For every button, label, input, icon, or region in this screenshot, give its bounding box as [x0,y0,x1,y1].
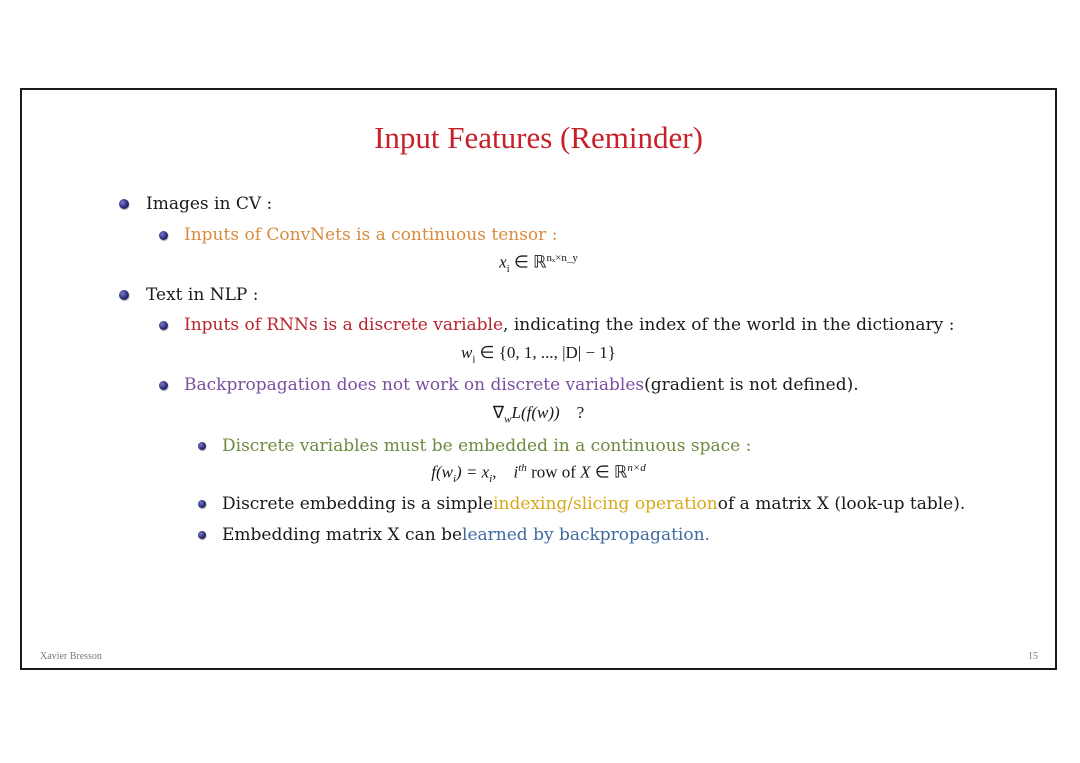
slide-title: Input Features (Reminder) [374,120,703,155]
math-rel: ∈ ℝ [590,462,628,482]
bullet-text-nlp [119,285,258,305]
math-sub: w [504,413,512,426]
bullet-learned [198,525,710,545]
bullet-icon [198,500,206,508]
math-var: w [461,343,473,362]
math-sub: i [489,473,493,486]
page-number: 15 [1028,651,1038,662]
bullet-text: Embedding matrix X can be [222,525,463,545]
bullet-text: (gradient is not defined). [644,375,859,395]
math-var: i [513,462,519,482]
bullet-backprop [159,375,859,395]
math-var: X [580,462,591,482]
bullet-rnns [159,315,954,335]
bullet-text: Images in CV : [146,194,273,214]
bullet-text: , indicating the index of the world in the dictionary : [503,315,955,335]
math-question: ? [576,403,585,422]
math-expr: L(f(w)) [511,403,560,422]
math-var: f(w [431,462,453,482]
bullet-discrete-embed [198,436,751,456]
bullet-text-highlight: learned by backpropagation. [462,525,710,545]
bullet-icon [198,442,206,450]
math-sub: i [452,473,457,486]
math-mid: ) = x [456,462,490,482]
math-sup: th [518,462,527,474]
math-sub: i [472,353,476,366]
bullet-icon [159,321,168,330]
bullet-text: Text in NLP : [146,285,259,305]
equation-gradient [22,403,1055,425]
bullet-text: Discrete variables must be embedded in a continuous space : [222,436,752,456]
bullet-icon [159,381,168,390]
math-rel: ∈ ℝ [509,252,547,272]
math-var: x [499,252,507,272]
slide-frame [20,88,1057,670]
bullet-lookup-table [198,494,965,514]
bullet-images-cv [119,194,272,214]
math-text: row of [526,462,581,482]
bullet-text: Discrete embedding is a simple [222,494,494,514]
footer-author: Xavier Bresson [40,651,102,662]
bullet-text-highlight: Backpropagation does not work on discrete variables [184,375,645,395]
equation-tensor [22,252,1055,275]
bullet-text-highlight: indexing/slicing operation [493,494,718,514]
bullet-convnets [159,225,557,245]
math-sub: i [506,263,510,276]
bullet-icon [119,199,129,209]
equation-dictionary [22,343,1055,365]
bullet-icon [119,290,129,300]
math-rest: ∈ {0, 1, ..., |D| − 1} [475,343,616,362]
equation-embedding [22,462,1055,485]
math-sup: nₓ×n_y [546,252,578,264]
math-comma: , [492,462,497,482]
bullet-text: Inputs of ConvNets is a continuous tensor : [184,225,558,245]
math-nabla: ∇ [492,403,505,422]
math-sup: n×d [627,462,646,474]
bullet-icon [159,231,168,240]
bullet-text-highlight: Inputs of RNNs is a discrete variable [184,315,504,335]
bullet-text: of a matrix X (look-up table). [717,494,966,514]
bullet-icon [198,531,206,539]
